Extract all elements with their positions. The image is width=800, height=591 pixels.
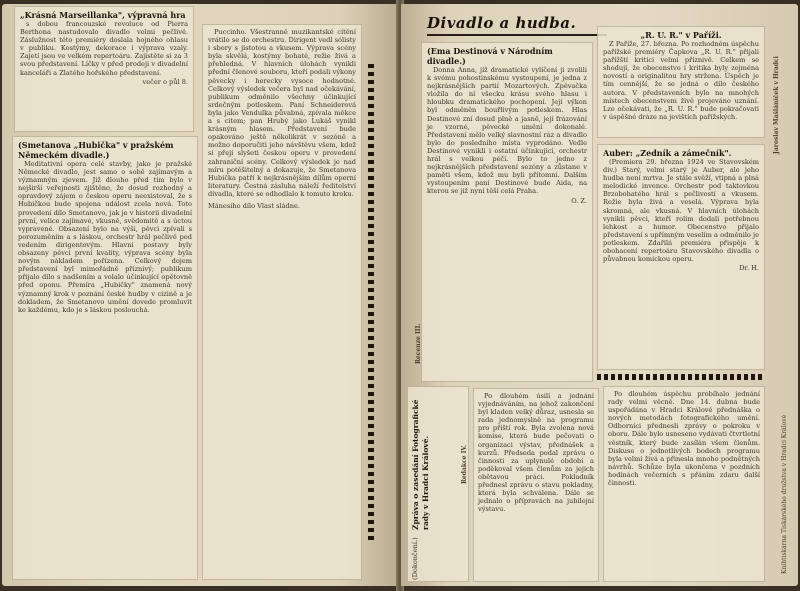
clipping-body: Po dlouhém úspěchu probíhalo jednání rady velmi věcně. Dne 14. dubna bude uspořádána v Hradci Králové přednáška o nových metodách fotografického umění. Odborníci přednesli zprávy o pokroku v oboru. Dále bylo usneseno vydávati čtvrtletní věstník, který bude zasílán všem členům. Diskuse o jednotlivých bodech programu byla velmi živá a přinesla mnoho podnětných návrhů. Schůze byla ukončena v pozdních hodinách večerních s přáním zdaru další činnosti. xyxy=(608,390,760,488)
clipping-bottom xyxy=(603,386,765,582)
left-page xyxy=(2,4,399,586)
margin-column-text xyxy=(378,44,394,564)
clipping-hubicka xyxy=(12,136,198,580)
clipping-body: Z Paříže, 27. března. Po rozhodném úspěchu pařížské premiéry Čapkova „R. U. R." přijali pařížští kritici velmi příznivě. Celkem se shodují, že obecenstvo i kritika byly zejména novostí a originalitou hry stržena. Úspěch je tím cennější, že se jedná o dílo českého autora. V představeních bylo na mnohých místech obecenstvem živě projeváno uznání. Lze očekávati, že „R. U. R." bude pokračovati v úspěšné dráze na jevištích pařížských. xyxy=(603,40,759,121)
clipping-heading: „R. U. R." v Paříži. xyxy=(640,30,722,40)
edge-text-right: Jaroslav Mašláníček v Hradci xyxy=(773,56,780,154)
clipping-zprava-body xyxy=(473,388,599,582)
horizontal-dot-rule xyxy=(597,374,765,380)
section-title-rule xyxy=(427,34,607,36)
clipping-end: večer o půl 8. xyxy=(142,77,188,86)
clipping-body: Meditativní opera celé stavby, jako je pražské Německé divadlo, jest samo o sobě zajímavým a významným zjevem. Již dlouho před tím bylo v nejširší veřejnosti zjištěno, že dosud rozhodný a opravdový zájem o českou operu neexistoval, že s Hubičkou bude spojena událost zcela nová. Toto provedení dílo Smetanovo, jak je v historii divadelní první, velice zajímavé, vkusně, svědomitě a s úctou vypravené. Obsazení bylo na výši, pěvci zpívali s porozuměním a s láskou, orchestr hrál pečlivě pod vedením dirigentovým. Hlavní postavy byly obsazeny pěvci první kvality, výprava scény byla novým nákladem pořízena. Celkový dojem představení byl mimořádně příznivý; publikum přijalo dílo s nadšením a volalo účinkující opětovně před oponu. Přemíra „Hubičky" znamená nový významný krok v poznání české hudby v cizině a je dokladem, že Smetanovo umění dovede promluvit ke každému, kdo je s láskou poslouchá. xyxy=(18,160,192,314)
clipping-signature: O. Z. xyxy=(571,196,587,205)
clipping-body: s dobou francouzské revoluce od Pierra Berthona nastudovalo divadlo velmi pečlivě. Záslužnost této premiéry doslala hojného ohlasu v publiku. Kostýmy, dekorace i výprava vzaly. Zajetí jsou ve velkém repertoáru. Zajistěte si za 3 svou představení. Líčky v před prodeji v divadelní kanceláři a Zlatého hořského představení. xyxy=(20,20,188,77)
clipping-auber xyxy=(597,144,765,370)
clipping-signature: Dr. H. xyxy=(739,264,759,273)
clipping-heading: (Smetanova „Hubička" v pražském Německém divadle.) xyxy=(18,140,174,160)
edge-text-bottom: Knihtiskárna Tiskárského družstva v Hradci Králové xyxy=(781,414,788,574)
clipping-zprava xyxy=(407,386,469,582)
section-header xyxy=(427,14,607,36)
section-title: Divadlo a hudba. xyxy=(427,14,577,32)
margin-note: Redakce IV. xyxy=(461,444,468,484)
clipping-heading: Auber: „Zedník a zámečník". xyxy=(603,148,732,158)
clipping-body: Donna Anna, jíž dramatické vylíčení ji zvolili k svému pohostinskému vystoupení, je jedna z nejkrásnějších partií Mozartových. Zpěvačka vložila do ní všecku krásu svého hlasu i hloubku dramatického pochopení. Její výkon byl odměněn bouřlivým potleskem. Hlas Destinové zní dosud plně a jasně, její frázování je vzorné, pěvecké umění dokonalé. Představení mělo velký slavnostní ráz a divadlo bylo do posledního místa vyprodáno. Vedle Destinové vynikli i ostatní účinkující, orchestr hrál s velkou péčí. Bylo to jedno z nejkrásnějších představení sezóny a zůstane v paměti všem, kdož mu byli přítomni. Dalším vystoupením paní Destinové bude Aida, na kterou se již nyní těší celá Praha. xyxy=(427,66,587,196)
clipping-subheading: (Dokončení.) xyxy=(411,537,419,580)
clipping-rur xyxy=(597,26,765,138)
clipping-heading: „Krásná Marseillanka", výpravná hra xyxy=(20,10,186,20)
vertical-dot-rule xyxy=(368,64,374,544)
margin-note-secondary: Recenze III. xyxy=(415,323,422,364)
clipping-heading: (Ema Destinová v Národním divadle.) xyxy=(427,46,553,66)
clipping-body: Po dlouhém úsilí a jednání vyjednáváním, na jehož zakončení byl kladen velký důraz, usnesla se rada jednomyslně na programu pro příští rok. Byla zvolena nová komise, která bude pečovati o organizaci výstav, přednášek a kurzů. Předseda podal zprávu o činnosti za uplynulé období a poděkoval všem členům za jejich obětavou práci. Pokladník přednesl zprávu o stavu pokladny, která byla schválena. Dále se jednalo o přípravách na jubilejní výstavu. xyxy=(478,392,594,514)
clipping-body: (Premiera 29. března 1924 ve Stavovském div.) Starý, velmi starý je Auber, ale jeho hudba není mrtva. Je stále svěží, vtipná a plná melodické invence. Orchestr pod taktovkou Brzobohatého hrál s pečlivostí a vkusem. Režie byla živá a veselá. Výprava byla skromná, ale vkusná. V hlavních úlohách vynikli pěvci, kteří rolím dodali potřebnou lehkost a humor. Obecenstvo přijalo představení s upřímným veselím a odměnilo je potleskem. Zdařilá premiéra přispěje k obohacení repertoáru Stavovského divadla o půvabnou komickou operu. xyxy=(603,158,759,264)
right-page xyxy=(401,4,798,586)
clipping-end: Mánesiho dílo Vlast sládne. xyxy=(208,201,300,210)
clipping-marseillanka xyxy=(14,6,194,132)
clipping-puccini xyxy=(202,24,362,580)
clipping-destinova xyxy=(421,42,593,382)
clipping-heading: Zpráva o zasedání Fotografické rady v Hradci Králové. xyxy=(411,399,430,530)
clipping-body: Puccinho. Všestranně muzikantské cítění vrátilo se do orchestru. Dirigent vedl sólisty i sbory s jistotou a vkusem. Výprava scény byla skvělá, kostýmy bohaté, režie živá a přehledná. V hlavních úlohách vynikli přední členové souboru, kteří podali výkony pěvecky i herecky vysoce hodnotné. Celkový výsledek večera byl nad očekávání, publikum odměnilo všechny účinkující srdečným potleskem. Paní Schneiderová byla jako Vendulka půvabná, zpívala měkce a s citem; pan Hrubý jako Lukáš vynikl krásným hlasem. Představení bude opakováno ještě několikrát v sezóně a možno doporučiti jeho návštěvu všem, kdož si přejí slyšeti českou operu v provedení zahraniční scény. Celkový výsledek je nad míru potěšitelný a dokazuje, že Smetanova Hubička patří k nejkrásnějším dílům operní literatury. Čestná zásluha náleží ředitelství divadla, které se odhodlalo k tomuto kroku. xyxy=(208,28,356,198)
